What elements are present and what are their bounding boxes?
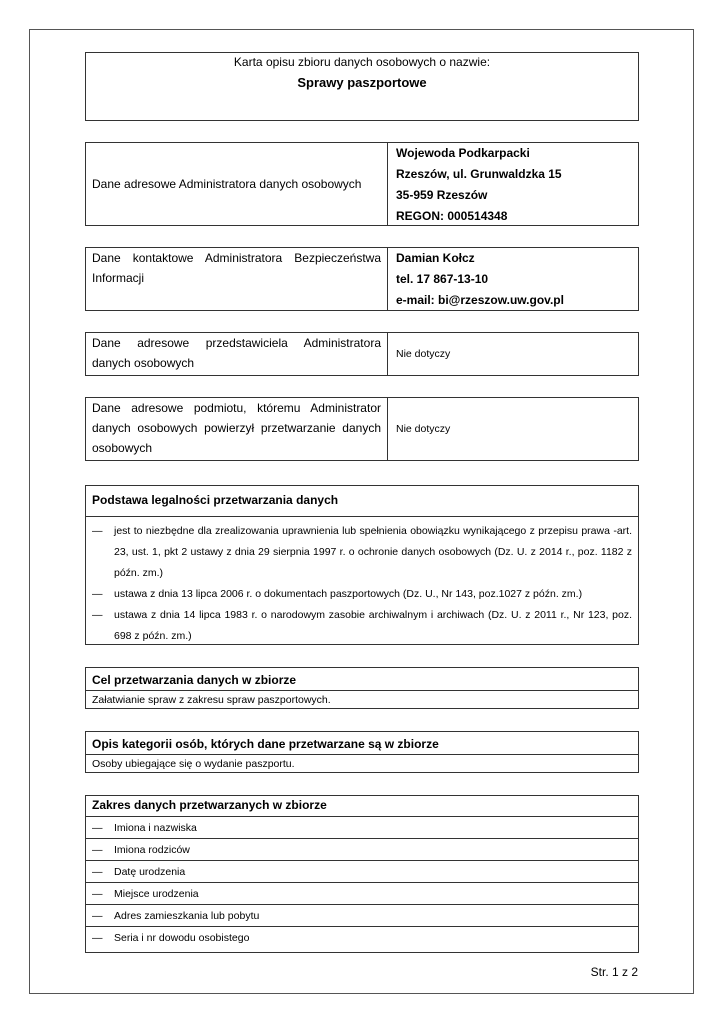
- legal-basis-box: [85, 485, 639, 645]
- dash-bullet: —: [92, 932, 103, 944]
- representative-label: Dane adresowe przedstawiciela Administratora danych osobowych: [86, 333, 388, 375]
- purpose-box: [85, 667, 639, 709]
- processor-value: Nie dotyczy: [396, 423, 451, 435]
- abi-email[interactable]: e-mail: bi@rzeszow.uw.gov.pl: [396, 293, 564, 307]
- title-caption: Karta opisu zbioru danych osobowych o nazwie:: [233, 55, 491, 69]
- admin-postal: 35-959 Rzeszów: [396, 188, 488, 202]
- title-box: [85, 52, 639, 121]
- legal-basis-list: [86, 517, 638, 647]
- dash-bullet: —: [92, 588, 103, 600]
- abi-name: Damian Kołcz: [396, 251, 475, 265]
- list-item: — ustawa z dnia 13 lipca 2006 r. o dokumentach paszportowych (Dz. U., Nr 143, poz.1027 z późn. zm.): [92, 584, 632, 605]
- categories-heading: Opis kategorii osób, których dane przetwarzane są w zbiorze: [86, 732, 638, 755]
- representative-value: Nie dotyczy: [396, 348, 451, 360]
- scope-box: [85, 795, 639, 953]
- scope-heading: Zakres danych przetwarzanych w zbiorze: [86, 796, 638, 817]
- admin-address-label: Dane adresowe Administratora danych osobowych: [86, 143, 388, 225]
- list-item: — Imiona i nazwiska: [86, 817, 638, 839]
- dash-bullet: —: [92, 821, 103, 834]
- list-item: — Datę urodzenia: [86, 861, 638, 883]
- purpose-heading: Cel przetwarzania danych w zbiorze: [86, 668, 638, 691]
- dash-bullet: —: [92, 609, 103, 621]
- abi-phone: tel. 17 867-13-10: [396, 272, 489, 286]
- list-item: — ustawa z dnia 14 lipca 1983 r. o narodowym zasobie archiwalnym i archiwach (Dz. U. z 2011 r., Nr 123, poz. 698 z późn. zm.): [92, 605, 632, 647]
- dash-bullet: —: [92, 525, 103, 537]
- dash-bullet: —: [92, 909, 103, 922]
- dash-bullet: —: [92, 887, 103, 900]
- abi-contact-value: [388, 248, 638, 310]
- list-item: — Imiona rodziców: [86, 839, 638, 861]
- admin-address-box: [85, 142, 639, 226]
- admin-street: Rzeszów, ul. Grunwaldzka 15: [396, 167, 562, 181]
- legal-basis-heading: Podstawa legalności przetwarzania danych: [86, 486, 638, 517]
- processor-label: Dane adresowe podmiotu, któremu Administrator danych osobowych powierzył przetwarzanie danych osobowych: [86, 398, 388, 460]
- abi-contact-label: Dane kontaktowe Administratora Bezpieczeństwa Informacji: [86, 248, 388, 310]
- processor-box: [85, 397, 639, 461]
- abi-contact-box: [85, 247, 639, 311]
- list-item: — Seria i nr dowodu osobistego: [92, 932, 250, 944]
- list-item: — Adres zamieszkania lub pobytu: [86, 905, 638, 927]
- purpose-text: Załatwianie spraw z zakresu spraw paszportowych.: [92, 694, 331, 706]
- list-item: — Miejsce urodzenia: [86, 883, 638, 905]
- categories-box: [85, 731, 639, 773]
- dash-bullet: —: [92, 865, 103, 878]
- list-item: — jest to niezbędne dla zrealizowania uprawnienia lub spełnienia obowiązku wynikającego z przepisu prawa -art. 23, ust. 1, pkt 2 ustawy z dnia 29 sierpnia 1997 r. o ochronie danych osobowych (Dz. U. z 2014 r., poz. 1182 z późn. zm.): [92, 521, 632, 584]
- admin-address-value: [388, 143, 638, 225]
- dash-bullet: —: [92, 843, 103, 856]
- categories-text: Osoby ubiegające się o wydanie paszportu.: [92, 758, 295, 770]
- representative-box: [85, 332, 639, 376]
- document-title: Sprawy paszportowe: [297, 75, 427, 90]
- admin-name: Wojewoda Podkarpacki: [396, 146, 530, 160]
- page-number: Str. 1 z 2: [590, 965, 638, 979]
- admin-regon: REGON: 000514348: [396, 209, 508, 223]
